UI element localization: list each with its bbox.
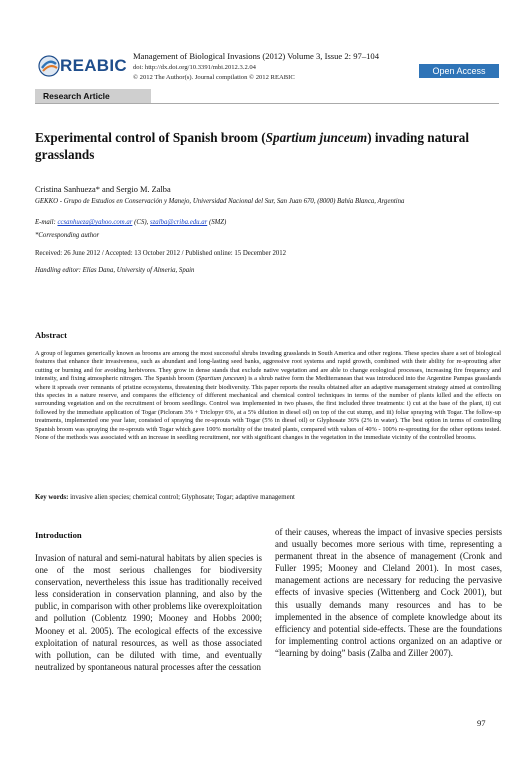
header-divider	[35, 103, 499, 104]
abstract-heading: Abstract	[35, 330, 67, 340]
body-column-left: Invasion of natural and semi-natural habitats by alien species is one of the most serious challenges for biodiversity conservation, nevertheless this issue has traditionally received less consideration in conservation planning, and also by the public, in comparison with other problems like overexploitation and pollution (Coblentz 1990; Mooney and Hobbs 2000; Mooney et al. 2005). The ecological effects of the excessive exploitation of natural resources, as well as those associated with pollution, can be diluted with time, and eventually neutralized by spontaneous natural processes after the cessation	[35, 553, 262, 672]
doi-line	[133, 63, 256, 73]
keywords-text: invasive alien species; chemical control; Glyphosate; Togar; adaptive management	[70, 494, 295, 501]
title-part-1: Experimental control of Spanish broom (	[35, 130, 266, 145]
handling-editor: Handling editor: Elías Dana, University of Almeria, Spain	[35, 267, 195, 274]
open-access-badge: Open Access	[419, 64, 499, 78]
publication-dates: Received: 26 June 2012 / Accepted: 13 October 2012 / Published online: 15 December 2012	[35, 250, 287, 257]
abstract-species: Spartium junceum	[198, 375, 245, 383]
reabic-logo-mark	[38, 54, 60, 78]
corresponding-author-note: *Corresponding author	[35, 232, 100, 239]
doi-label: doi:	[133, 64, 144, 71]
reabic-logo	[38, 54, 148, 82]
logo-text: REABIC	[60, 56, 127, 75]
journal-citation: Management of Biological Invasions (2012) Volume 3, Issue 2: 97–104	[133, 51, 380, 61]
email-link-1[interactable]: ccsanhueza@yahoo.com.ar	[57, 219, 133, 226]
keywords-line	[35, 493, 501, 502]
body-column-right: of their causes, whereas the impact of invasive species persists and usually becomes more serious with time, representing a permanent threat in the absence of management (Cronk and Fuller 1995; Mooney and Cleland 2001). In most cases, management actions are necessary for reducing the pervasive effects of invasive species (Wittenberg and Cock 2001), but this usually demands many resources and has to be implemented in the absence of complete knowledge about its efficiency and potential side-effects. These are the foundations for implementing control actions organized on an adaptive or “learning by doing” basis (Zalba and Ziller 2007).	[275, 527, 502, 658]
article-type-bar	[35, 89, 499, 103]
email-tag-1: (CS),	[134, 219, 149, 226]
copyright-line: © 2012 The Author(s). Journal compilation © 2012 REABIC	[133, 74, 295, 81]
email-label: E-mail:	[35, 219, 56, 226]
abstract-text	[35, 350, 501, 442]
title-part-2: ) invading natural grasslands	[35, 130, 470, 162]
page-number: 97	[477, 718, 486, 728]
keywords-label: Key words:	[35, 494, 69, 501]
email-link-2[interactable]: szalba@criba.edu.ar	[150, 219, 208, 226]
affiliation: GEKKO - Grupo de Estudios en Conservación y Manejo, Universidad Nacional del Sur, San Juan 670, (8000) Bahía Blanca, Argentina	[35, 198, 405, 205]
abstract-part-2: ) is a shrub native form the Mediterranean that was introduced into the Argentine Pampas grasslands where it spreads over remnants of pristine ecosystems, threatening their biodiversity. This paper reports the results obtained after an adaptive management strategy aimed at controlling this species in a nature reserve, and compares the efficiency of different mechanical and chemical control techniques in terms of the number of plants killed and the effects on surrounding vegetation and on the recruitment of broom seedlings. Control was implemented in two phases, the first included three treatments: i) cut at the base of the plant, ii) cut followed by the immediate application of Togar (Picloram 3% + Triclopyr 6%, at a 5% dilution in diesel oil) on top of the cut stump, and iii) foliar spraying with Togar. The follow-up treatments, implemented one year later, consisted of spraying the re-sprouts with Togar (5% in diesel oil) or Glyphosate 36% (2% in water). The best option in terms of controlling Spanish broom was spraying the re-sprouts with Togar which gave 100% mortality of the treated plants, compared with values of 40% - 100% re-sprouting for the other options tested. None of the methods was associated with an increase in seedling recruitment, nor with significant changes in the vegetation in the immediate vicinity of the controlled brooms.	[35, 375, 501, 442]
introduction-heading: Introduction	[35, 530, 82, 540]
article-type-label: Research Article	[35, 89, 151, 103]
doi-link[interactable]: http://dx.doi.org/10.3391/mbi.2012.3.2.04	[144, 64, 256, 71]
article-title	[35, 129, 505, 163]
email-tag-2: (SMZ)	[208, 219, 227, 226]
author-list: Cristina Sanhueza* and Sergio M. Zalba	[35, 185, 171, 194]
title-species: Spartium junceum	[265, 130, 368, 145]
abstract-part-1: A group of legumes generically known as brooms are among the most successful shrubs invading grasslands in South America and other regions. These species share a set of biological features that enhance their invasiveness, such as abundant and long-lasting seed banks, aggressive root systems and rapid growth, combined with their ability for re-sprouting after cutting or burning and for avoiding herbivores. They grow in dense stands that exclude native vegetation and are able to change ecological processes, increasing fire frequency and intensity, and fixing atmospheric nitrogen. The Spanish broom (	[35, 350, 501, 383]
email-line	[35, 218, 226, 227]
